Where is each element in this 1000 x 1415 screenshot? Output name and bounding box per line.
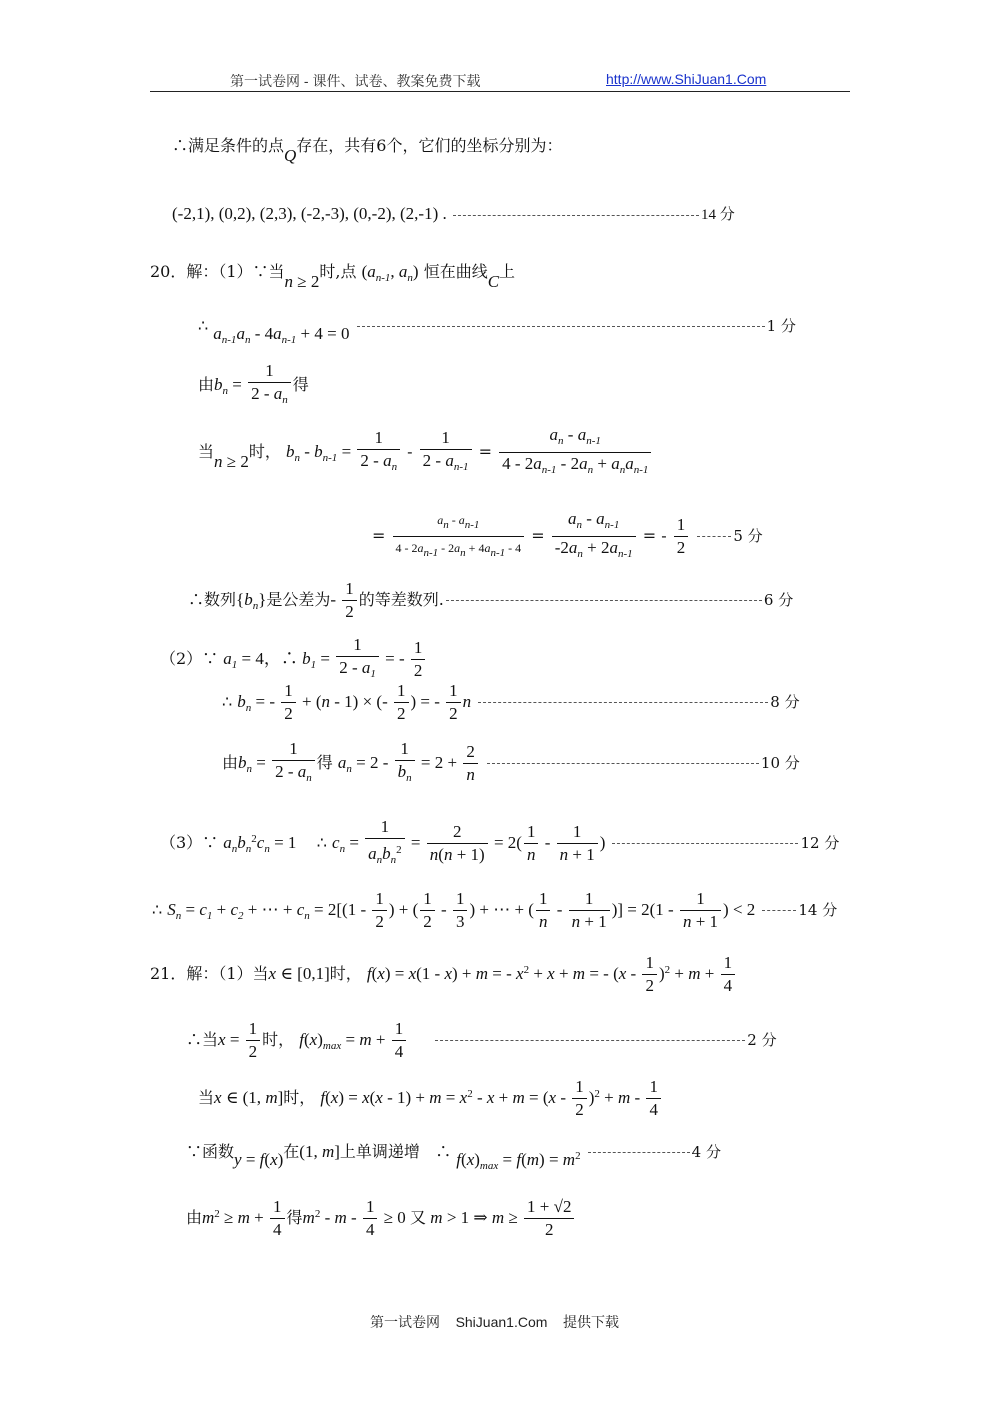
text: 在 xyxy=(283,1142,300,1161)
text: 当 xyxy=(198,442,215,461)
text: ∵函数 xyxy=(186,1142,235,1161)
text: 得 xyxy=(286,1208,303,1227)
text: 时， xyxy=(283,1088,316,1107)
score-dash xyxy=(762,910,796,911)
q19-conclusion xyxy=(172,136,563,165)
score-dash xyxy=(453,215,699,216)
score: 14 分 xyxy=(798,901,838,919)
q20-def-b: 由$b_n$ = $\frac{1}{2 - a_n}$ 得 xyxy=(198,361,309,406)
score: 6 分 xyxy=(763,591,794,609)
header-rule xyxy=(150,91,850,92)
q20-bn: ∴ $b_n$ = - $\frac{1}{2}$ + (n - 1) × (- $\frac{1}{2}$ ) = - $\frac{1}{2}$ n 8 分 xyxy=(222,681,800,723)
footer-domain: ShiJuan1.Com xyxy=(455,1314,548,1330)
text: 得 xyxy=(292,375,309,394)
q20-diff1: 当n ≥ 2时， $b_n - b_{n-1}$ = $\frac{1}{2 - a_n}$ - $\frac{1}{2 - a_{n-1}}$ = $\frac{a_n - a_{n-1}}{4 - 2a_{n-1} - 2a_n + a_na_{n-1}}$ xyxy=(198,424,653,481)
q20-eq1: ∴ $a_{n-1}a_n - 4a_{n-1} + 4 = 0$ 1 分 xyxy=(198,316,796,346)
q21-part1: 21．解：（1）当x ∈ [0,1]时， f(x) = x(1 - x) + m = - $x^2 + x + m$ = - (x - $\frac{1}{2}$ )$^2$ + m + $\frac{1}{4}$ xyxy=(150,952,737,997)
score: 10 分 xyxy=(760,754,800,772)
header-site-text: 第一试卷网 - 课件、试卷、教案免费下载 xyxy=(230,73,481,89)
footer-suffix: 提供下载 xyxy=(562,1314,619,1330)
q19-coords-line xyxy=(172,204,735,225)
text: （2）∵ xyxy=(160,649,219,668)
q20-sum: ∴ $S_n = c_1 + c_2$ + ⋯ + $c_n = 2[(1$ - $\frac{1}{2}$ ) + ( $\frac{1}{2}$ - $\frac{1}{3}$ ) + ⋯ + ( $\frac{1}{n}$ - $\frac{1}{n + 1}$ )] = 2(1 - $\frac{1}{n + 1}$ ) < 2 14 分 xyxy=(152,889,838,931)
score: 8 分 xyxy=(770,693,800,711)
score: 1 分 xyxy=(766,317,796,335)
score-dash xyxy=(487,763,759,764)
text: 上 xyxy=(499,262,516,281)
text: 由 xyxy=(198,375,215,394)
q20-diff2: = $\frac{a_n - a_{n-1}}{4 - 2a_{n-1} - 2a_n + 4a_{n-1} - 4}$ = $\frac{a_n - a_{n-1}}{-2a_n + 2a_{n-1}}$ = - $\frac{1}{2}$ 5 分 xyxy=(372,509,763,560)
coords: (-2,1), (0,2), (2,3), (-2,-3), (0,-2), (2,-1) . xyxy=(172,204,447,223)
text: ∴当 xyxy=(186,1030,219,1049)
text: 当 xyxy=(198,1088,215,1107)
text: 得 xyxy=(316,753,333,772)
text: 的等差数列. xyxy=(358,590,444,609)
footer-site: 第一试卷网 xyxy=(370,1314,440,1330)
q20-part2: （2）∵ $a_1 = 4$，∴ $b_1$ = $\frac{1}{2 - a_1}$ = - $\frac{1}{2}$ xyxy=(160,634,427,685)
text: 是公差为 xyxy=(266,590,331,609)
text: 20．解：（1）∵当 xyxy=(150,262,285,281)
score-dash xyxy=(588,1152,690,1153)
q20-heading: 20．解：（1）∵当n ≥ 2时,点 ($a_{n-1}$, $a_n$) 恒在曲线C上 xyxy=(150,262,516,291)
q21-part1b: 当x ∈ (1, m]时， $f(x) = x(x - 1) + m = x^2 - x + m = (x$ - $\frac{1}{2}$ )$^2$ + m - $\frac{1}{4}$ xyxy=(198,1076,663,1121)
text: 时， xyxy=(329,964,362,983)
score: 4 分 xyxy=(691,1143,721,1161)
text: 时,点 xyxy=(319,262,357,281)
score-dash xyxy=(612,843,798,844)
q21-monotone: ∵函数y = f(x)在(1, m]上单调递增 ∴ $f(x)_{max} = f(m) = m^2$ 4 分 xyxy=(186,1142,721,1172)
text: 恒在曲线 xyxy=(423,262,488,281)
q21-max1: ∴当x = $\frac{1}{2}$ 时， $f(x)_{max} = m$ + $\frac{1}{4}$ 2 分 xyxy=(186,1019,777,1061)
score-dash xyxy=(446,600,762,601)
q20-an: 由$b_n$ = $\frac{1}{2 - a_n}$ 得 $a_n = 2$ - $\frac{1}{b_n}$ = 2 + $\frac{2}{n}$ 10 分 xyxy=(222,739,800,784)
text: ∴数列 xyxy=(188,590,237,609)
score: 2 分 xyxy=(747,1031,777,1049)
footer xyxy=(370,1312,619,1332)
text: ∴满足条件的点 xyxy=(172,136,285,155)
point-q: Q xyxy=(284,146,297,165)
score-dash xyxy=(697,536,731,537)
text: （3）∵ xyxy=(160,833,219,852)
header-link[interactable]: http://www.ShiJuan1.Com xyxy=(606,71,767,87)
text: 又 xyxy=(410,1208,427,1227)
q20-part3: （3）∵ $a_nb_n^2c_n = 1$ ∴ $c_n$ = $\frac{1}{a_nb_n^2}$ = $\frac{2}{n(n + 1)}$ = 2( $\frac{1}{n}$ - $\frac{1}{n + 1}$ ) 12 分 xyxy=(160,817,840,866)
q21-ineq: 由$m^2 \ge m$ + $\frac{1}{4}$ 得$m^2$ - m - $\frac{1}{4}$ ≥ 0 又 m > 1 ⇒ m ≥ $\frac{1 + √2}{2}$ xyxy=(186,1196,576,1241)
score-dash xyxy=(357,326,765,327)
text: 由 xyxy=(222,753,239,772)
text: 21．解：（1）当 xyxy=(150,964,269,983)
text: 时， xyxy=(262,1030,295,1049)
score: 12 分 xyxy=(800,834,840,852)
score-dash xyxy=(435,1040,745,1041)
text: 由 xyxy=(186,1208,203,1227)
text: 上单调递增 xyxy=(339,1142,420,1161)
text: 时， xyxy=(248,442,281,461)
text: 存在，共有6个，它们的坐标分别为： xyxy=(296,136,563,155)
score: 5 分 xyxy=(733,527,763,545)
score: 14 分 xyxy=(701,207,735,223)
score-dash xyxy=(478,702,768,703)
curve-c: C xyxy=(487,272,500,291)
q20-seq: ∴数列$\{b_n\}$是公差为- $\frac{1}{2}$ 的等差数列. 6 分 xyxy=(188,579,794,621)
